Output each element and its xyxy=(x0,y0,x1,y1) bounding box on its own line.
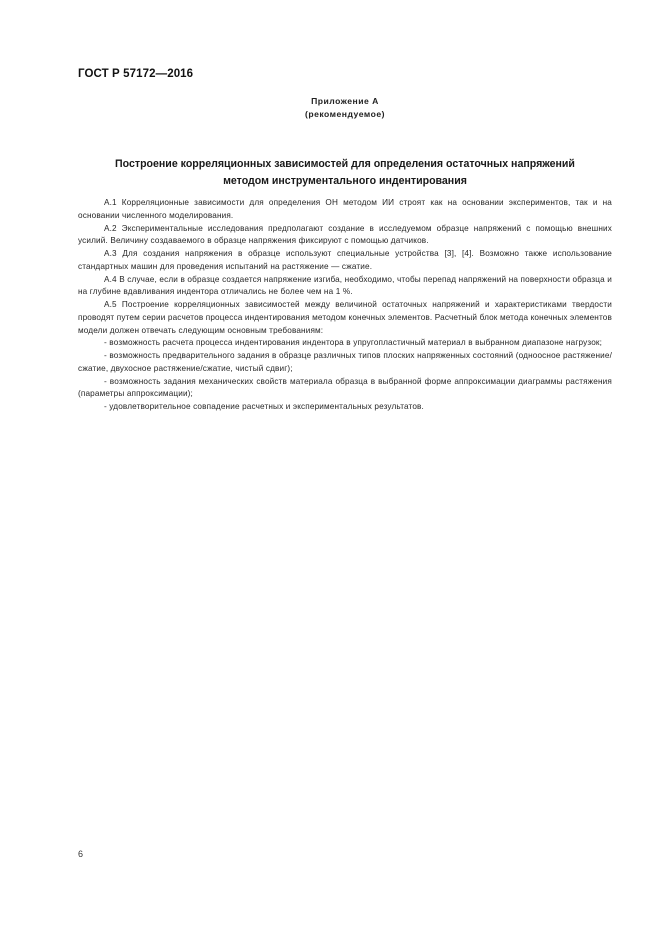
document-title-line-2: методом инструментального индентирования xyxy=(223,174,467,187)
document-title-line-1: Построение корреляционных зависимостей для определения остаточных напряжений xyxy=(115,158,575,170)
annex-title: Приложение А xyxy=(311,96,379,106)
paragraph-a3: А.3 Для создания напряжения в образце используют специальные устройства [3], [4]. Возможно также использование стандартных машин для проведения испытаний на растяжение — сжатие. xyxy=(78,249,612,271)
standard-id-header: ГОСТ Р 57172—2016 xyxy=(78,68,194,80)
annex-status: (рекомендуемое) xyxy=(304,109,386,119)
paragraph-a2: А.2 Экспериментальные исследования предполагают создание в исследуемом образце напряжений с помощью внешних усилий. Величину создаваемого в образце напряжения фиксируют с помощью датчиков. xyxy=(78,223,612,246)
document-title xyxy=(78,156,612,189)
paragraph-a5: А.5 Построение корреляционных зависимостей между величиной остаточных напряжений и характеристиками твердости проводят путем серии расчетов процесса индентирования методом конечных элементов. Расчетный блок метода конечных элементов модели должен отвечать следующим основным требованиям: xyxy=(78,300,612,335)
document-body xyxy=(78,197,612,414)
paragraph-a4: А.4 В случае, если в образце создается напряжение изгиба, необходимо, чтобы перепад напряжений на поверхности образца и на глубине вдавливания индентора отличались не более чем на 1 %. xyxy=(78,274,612,297)
requirement-item: - возможность задания механических свойств материала образца в выбранной форме аппроксимации диаграммы растяжения (параметры аппроксимации); xyxy=(78,376,612,399)
requirement-item: - удовлетворительное совпадение расчетных и экспериментальных результатов. xyxy=(104,402,424,411)
paragraph-a1: А.1 Корреляционные зависимости для определения ОН методом ИИ строят как на основании экспериментов, так и на основании численного моделирования. xyxy=(78,198,612,220)
requirement-item: - возможность расчета процесса индентирования индентора в упругопластичный материал в выбранном диапазоне нагрузок; xyxy=(104,338,603,348)
requirement-item: - возможность предварительного задания в образце различных типов плоских напряженных состояний (одноосное растяжение/сжатие, двухосное растяжение/сжатие, чистый сдвиг); xyxy=(78,351,612,373)
page-number: 6 xyxy=(78,849,84,859)
